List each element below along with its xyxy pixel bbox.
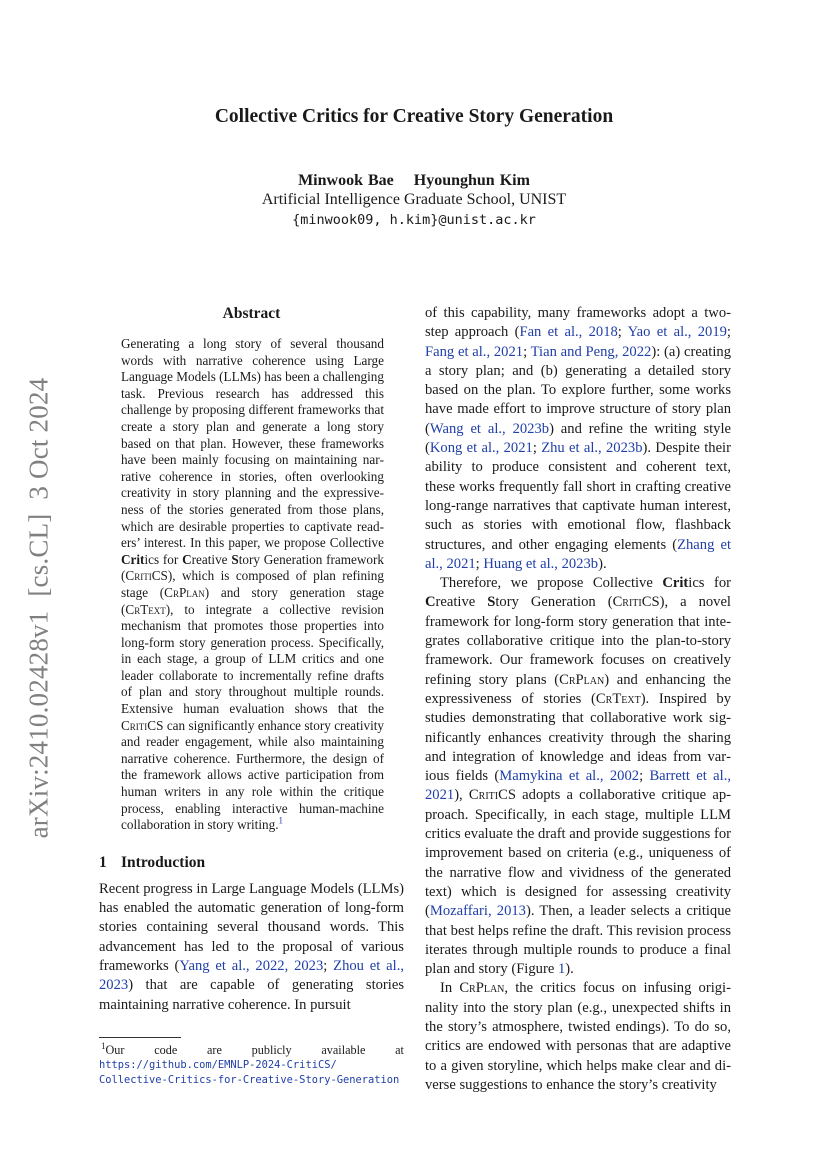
citation-link[interactable]: Fan et al., 2018	[519, 324, 618, 341]
intro-text: , the critics focus on infusing originality into the story plan (e.g., unexpected shifts in the story’s atmosphere, twisted endings). To do so, critics are endowed with personas that are adaptive to a given storyline, which helps make clear and diverse suggestions to enhance the story’s creativity	[425, 980, 731, 1093]
abstract-text: ) and story generation stage (	[121, 584, 384, 617]
arxiv-id-text: arXiv:2410.02428v1 [cs.CL] 3 Oct 2024	[23, 377, 54, 839]
intro-text: ics for	[688, 575, 731, 592]
footnote-word: publicly	[251, 1042, 292, 1057]
citation-link[interactable]: Zhu et al., 2023b	[541, 440, 643, 457]
abstract-text: tory Generation framework (	[121, 551, 385, 584]
abstract-heading: Abstract	[222, 305, 281, 322]
intro-paragraph-crplan	[425, 979, 731, 1095]
citation-link[interactable]: Barrett et al., 2021	[425, 768, 731, 804]
footnote-url-link[interactable]: https://github.com/EMNLP-2024-CritiCS/	[99, 1059, 337, 1072]
abstract-text: ics for	[144, 551, 183, 567]
abstract-text: ), to integrate a collective revision mechanism that promotes those properties into long-form story generation process. Specifically, in each stage, a group of LLM critics and one leader collaborate to incrementally refine drafts of plan and story throughout multiple rounds. Extensive human evaluation shows that the	[121, 601, 384, 717]
intro-text: Recent progress in Large Language Models (LLMs) has enabled the automatic generation of long-form stories containing several thousand words. This advancement has led to the proposal of various frameworks (	[99, 880, 404, 974]
abstract-bold-s: S	[231, 551, 239, 567]
intro-text: ;	[639, 768, 650, 785]
bold-c: C	[425, 594, 436, 611]
intro-text: ;	[475, 555, 484, 572]
citation-link[interactable]: Yao et al., 2019	[627, 324, 727, 341]
bold-s: S	[487, 594, 496, 611]
abstract-text: reative	[191, 551, 232, 567]
intro-text: ;	[323, 958, 334, 974]
footnote-word: code	[154, 1042, 178, 1057]
intro-text: ). Inspired by studies demonstrating that collaborative work significantly enhances creativity through the sharing and integration of knowledge and ideas from various fields (	[425, 690, 731, 785]
abstract-text: ), which is composed of plan refining stage (	[121, 568, 384, 600]
intro-text: ) and enhancing the expressiveness of stories (	[425, 671, 731, 707]
citation-link[interactable]: Huang et al., 2023b	[483, 555, 599, 572]
critics-name: CritiCS	[121, 717, 164, 733]
critics-name: CritiCS	[125, 568, 168, 584]
citation-link[interactable]: Zhou et al., 2023	[99, 958, 404, 994]
intro-text: ) and refine the writing style (	[425, 420, 732, 457]
intro-text: ). Despite their ability to produce consistent and coherent text, these works frequently fall short in crafting creative long-range narratives that captivate human interest, such as stories with emotional flow, flashback structures, and other engaging elements (	[425, 440, 731, 553]
paper-title: Collective Critics for Creative Story Generation	[214, 106, 614, 127]
crplan-name: CrPlan	[559, 671, 605, 688]
abstract-body	[121, 336, 384, 834]
intro-text: ;	[532, 440, 542, 457]
intro-text: Therefore, we propose Collective	[440, 575, 663, 592]
intro-text: tory Generation (	[495, 594, 613, 611]
arxiv-identifier-stamp	[21, 372, 57, 844]
bold-crit: Crit	[662, 575, 689, 592]
intro-text: ) that are capable of generating stories maintaining narrative coherence. In pursuit	[99, 977, 404, 1013]
intro-text: adopts a collaborative critique approach. Specifically, in each stage, multiple LLM critics evaluate the draft and provide suggestions for improvement based on criteria (e.g., uniqueness of the narrative flow and vividness of the generated text) which is designed for assessing creativity (	[425, 787, 731, 920]
intro-text: ).	[598, 555, 607, 572]
section-number: 1	[99, 853, 107, 871]
footnote-word: are	[207, 1042, 222, 1057]
footnote-word-text: Our	[105, 1042, 125, 1057]
paper-authors: Minwook Bae Hyounghun Kim	[298, 172, 530, 189]
intro-paragraph	[99, 880, 404, 1015]
footnote-divider	[99, 1037, 181, 1038]
crtext-name: CrText	[595, 690, 641, 707]
intro-text: ;	[617, 324, 628, 341]
section-heading-introduction	[99, 854, 404, 872]
critics-name: CritiCS	[612, 594, 660, 611]
footnote	[99, 1040, 404, 1089]
citation-link[interactable]: Mamykina et al., 2002	[499, 768, 640, 785]
footnote-word	[101, 1040, 125, 1058]
intro-paragraph-critics	[425, 574, 731, 979]
section-title: Introduction	[121, 853, 206, 871]
abstract-bold-crit: Crit	[121, 551, 145, 567]
intro-text: ),	[454, 787, 469, 804]
abstract-bold-c: C	[182, 551, 192, 567]
intro-text: ): (a) creating a story plan; and (b) generating a detailed story based on the plan. To explore further, some works have made effort to improve structure of story plan (	[425, 343, 731, 437]
citation-link[interactable]: Mozaffari, 2013	[429, 903, 526, 920]
citation-link[interactable]: Kong et al., 2021	[429, 440, 533, 457]
crplan-name: CrPlan	[164, 584, 205, 600]
intro-paragraph-continued	[425, 304, 731, 574]
footnote-first-line	[99, 1040, 404, 1058]
right-column	[425, 304, 731, 1095]
abstract-text: Generating a long story of several thousand words with narrative coherence using Large Language Models (LLMs) has been a challenging task. Previous research has addressed this challenge by proposing different frameworks that create a story plan and generate a long story based on that plan. However, these frameworks have been mainly focusing on maintaining narrative coherence in stories, often overlooking creativity in story planning and the expressiveness of the stories generated from those plans, which are desirable properties to captivate readers’ interest. In this paper, we propose Collective	[121, 336, 384, 551]
footnote-word: available	[321, 1042, 366, 1057]
crplan-name: CrPlan	[459, 980, 505, 997]
intro-text: In	[440, 980, 460, 997]
intro-text: ;	[523, 343, 531, 360]
intro-text: ;	[726, 324, 731, 341]
critics-name: CritiCS	[468, 787, 516, 804]
left-column	[99, 305, 404, 1089]
intro-text: reative	[435, 594, 488, 611]
crtext-name: CrText	[125, 601, 166, 617]
footnote-marker[interactable]: 1	[278, 815, 283, 826]
footnote-mark: 1	[101, 1040, 106, 1051]
citation-link[interactable]: Wang et al., 2023b	[429, 420, 550, 437]
intro-text: ).	[565, 961, 574, 978]
paper-email: {minwook09, h.kim}@unist.ac.kr	[292, 212, 536, 228]
citation-link[interactable]: Yang et al., 2022, 2023	[179, 958, 324, 974]
paper-affiliation: Artificial Intelligence Graduate School, UNIST	[261, 191, 567, 208]
footnote-word: at	[395, 1042, 404, 1057]
intro-text: ). Then, a leader selects a critique that best helps refine the draft. This revision process iterates through multiple rounds to produce a final plan and story (Figure	[425, 903, 731, 978]
abstract-text: can significantly enhance story creativity and reader engagement, while also maintaining narrative coherence. Furthermore, the design of the framework allows active participation from human writers in any role within the critique process, enabling interactive human-machine collaboration in story writing.	[121, 717, 384, 833]
figure-reference-link[interactable]: 1	[557, 961, 566, 978]
citation-link[interactable]: Tian and Peng, 2022	[530, 343, 652, 360]
footnote-url-link[interactable]: Collective-Critics-for-Creative-Story-Generation	[99, 1074, 400, 1087]
intro-text: ), a novel framework for long-form story generation that integrates collaborative critique into the plan-to-story framework. Our framework focuses on creatively refining story plans (	[425, 594, 731, 688]
citation-link[interactable]: Fang et al., 2021	[425, 343, 524, 360]
intro-text: of this capability, many frameworks adopt a two-step approach (	[425, 305, 731, 341]
citation-link[interactable]: Zhang et al., 2021	[425, 536, 731, 572]
